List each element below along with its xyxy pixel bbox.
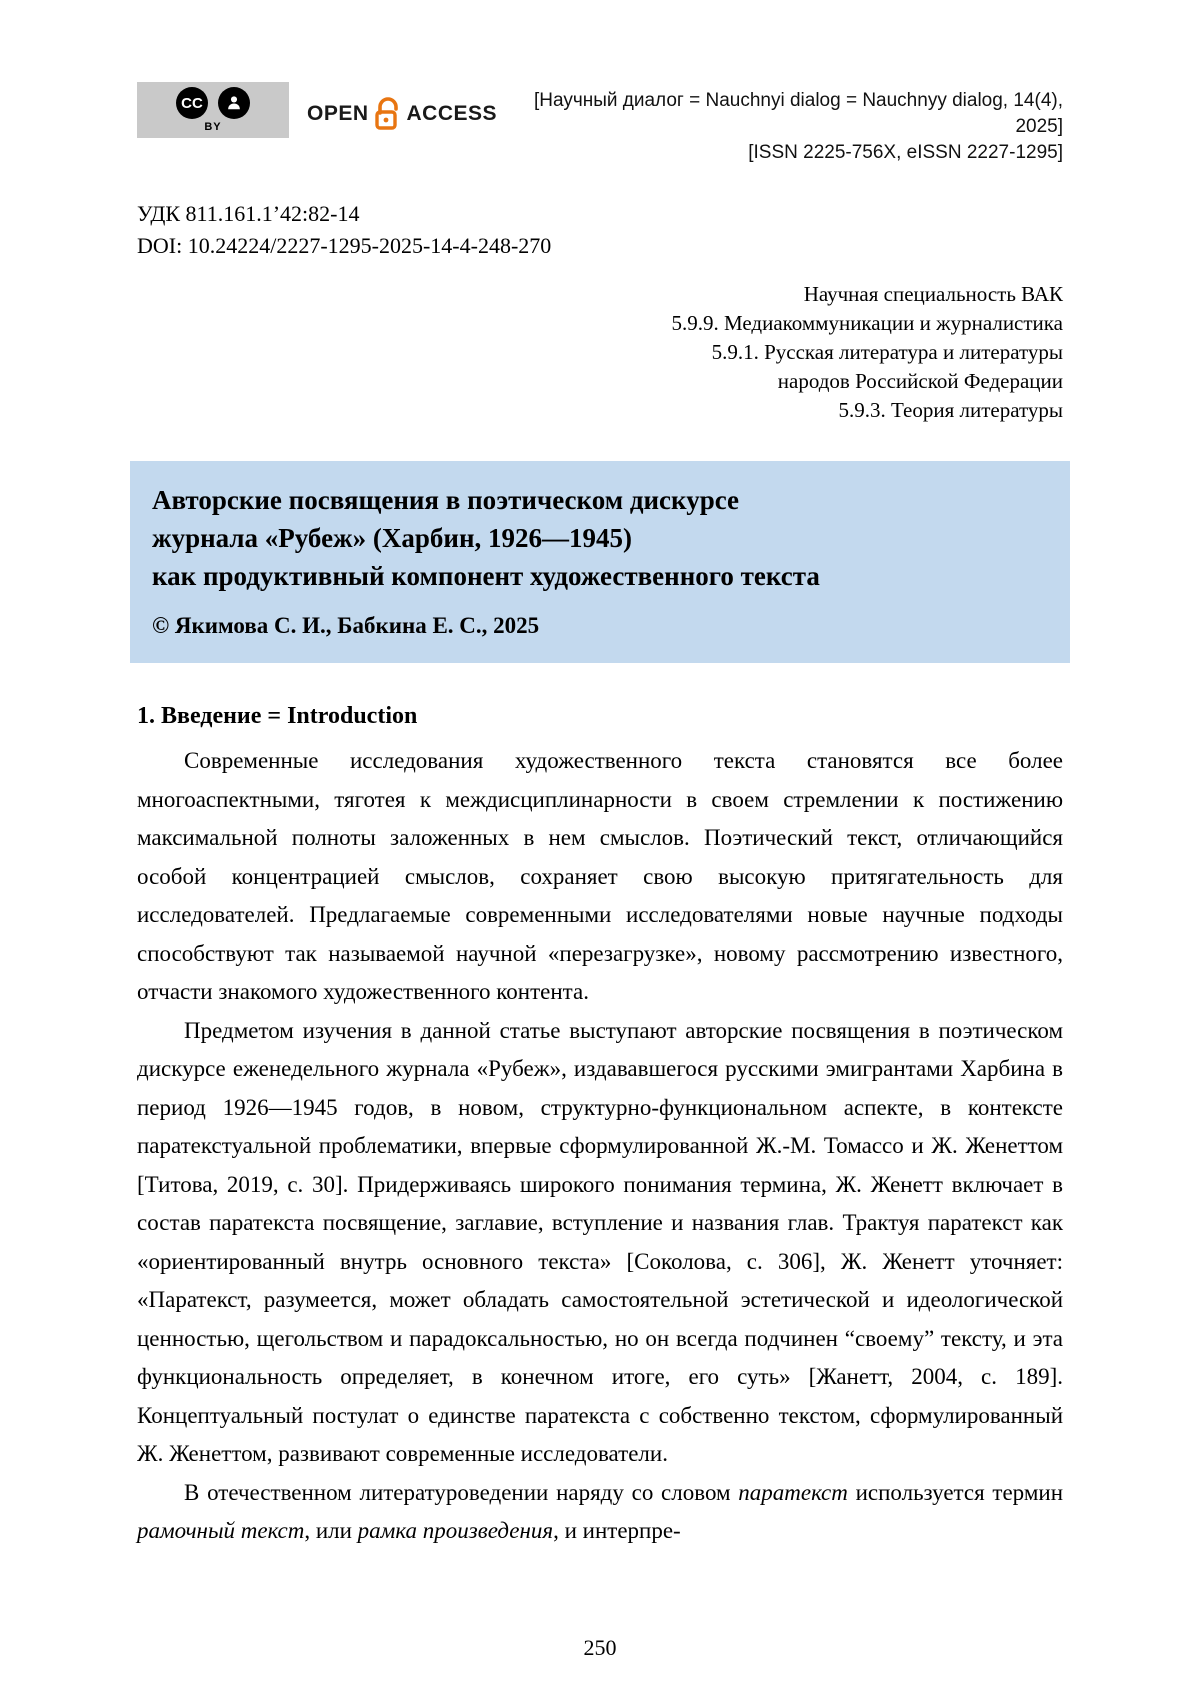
by-label: BY xyxy=(204,121,222,133)
term-paratekst: паратекст xyxy=(738,1479,848,1505)
vak-line: Научная специальность ВАК xyxy=(803,282,1063,306)
article-body xyxy=(137,703,1063,1551)
cc-icon: CC xyxy=(176,87,208,119)
license-badges xyxy=(137,82,497,138)
vak-specialty-block xyxy=(137,280,1063,425)
article-meta xyxy=(137,198,1063,262)
paragraph-3 xyxy=(137,1474,1063,1551)
cc-icons-row xyxy=(176,87,250,119)
cc-by-badge xyxy=(137,82,289,138)
article-title-box xyxy=(130,461,1070,663)
journal-issn-line: [ISSN 2225-756X, eISSN 2227-1295] xyxy=(748,142,1063,163)
udk-line: УДК 811.161.1’42:82-14 xyxy=(137,201,360,226)
term-ramochny-tekst: рамочный текст xyxy=(137,1518,305,1543)
article-title-line: как продуктивный компонент художественного текста xyxy=(152,561,820,591)
section-heading: 1. Введение = Introduction xyxy=(137,703,418,729)
paragraph-2: Предметом изучения в данной статье выступают авторские посвящения в поэтическом дискурсе еженедельного журнала «Рубеж», издававшегося русскими эмигрантами Харбина в период 1926—1945 годов, в новом, структурно-функциональном аспекте, в контексте паратекстуальной проблематики, впервые сформулированной Ж.-М. Томассо и Ж. Женеттом [Титова, 2019, с. 30]. Придерживаясь широкого понимания термина, Ж. Женетт включает в состав паратекста посвящение, заглавие, вступление и названия глав. Трактуя паратекст как «ориентированный внутрь основного текста» [Соколова, с. 306], Ж. Женетт уточняет: «Паратекст, разумеется, может обладать самостоятельной эстетической и идеологической ценностью, щегольством и парадоксальностью, но он всегда подчинен “своему” тексту, и эта функциональность определяет, в конечном итоге, его суть» [Жанетт, 2004, с. 189]. Концептуальный постулат о единстве паратекста с собственно текстом, сформулированный Ж. Женеттом, развивают современные исследователи. xyxy=(137,1017,1063,1466)
person-icon xyxy=(218,87,250,119)
paragraph-1: Современные исследования художественного текста становятся все более многоаспектными, тяготея к междисциплинарности в своем стремлении к постижению максимальной полноты заложенных в нем смыслов. Поэтический текст, отличающийся особой концентрацией смыслов, сохраняет свою высокую притягательность для исследователей. Предлагаемые современными исследователями новые научные подходы способствуют так называемой научной «перезагрузке», новому рассмотрению известного, отчасти знакомого художественного контента. xyxy=(137,748,1063,1004)
open-access-logo xyxy=(307,96,497,132)
paragraph-3-text: В отечественном литературоведении наряду со словом xyxy=(184,1479,739,1505)
vak-line: народов Российской Федерации xyxy=(777,369,1063,393)
vak-line: 5.9.3. Теория литературы xyxy=(838,398,1063,422)
term-ramka-proizvedeniya: рамка произведения xyxy=(357,1518,554,1543)
paragraph-3-text: , или xyxy=(304,1518,358,1543)
page-number: 250 xyxy=(583,1635,617,1660)
open-lock-icon xyxy=(373,96,403,132)
article-title-line: журнала «Рубеж» (Харбин, 1926—1945) xyxy=(152,523,632,553)
article-title-line: Авторские посвящения в поэтическом дискурсе xyxy=(152,485,740,515)
page-header xyxy=(137,82,1063,166)
vak-line: 5.9.1. Русская литература и литературы xyxy=(711,340,1063,364)
authors-copyright-line: © Якимова С. И., Бабкина Е. С., 2025 xyxy=(152,613,540,638)
paragraph-3-text: используется термин xyxy=(847,1479,1063,1505)
doi-line: DOI: 10.24224/2227-1295-2025-14-4-248-270 xyxy=(137,233,552,258)
journal-info xyxy=(497,82,1063,166)
paragraph-3-text: , и интерпре- xyxy=(553,1518,681,1543)
vak-line: 5.9.9. Медиакоммуникации и журналистика xyxy=(671,311,1063,335)
open-access-word-open: OPEN xyxy=(307,102,369,125)
open-access-word-access: ACCESS xyxy=(406,102,498,125)
journal-title-line: [Научный диалог = Nauchnyi dialog = Nauchnyy dialog, 14(4), 2025] xyxy=(533,90,1063,137)
